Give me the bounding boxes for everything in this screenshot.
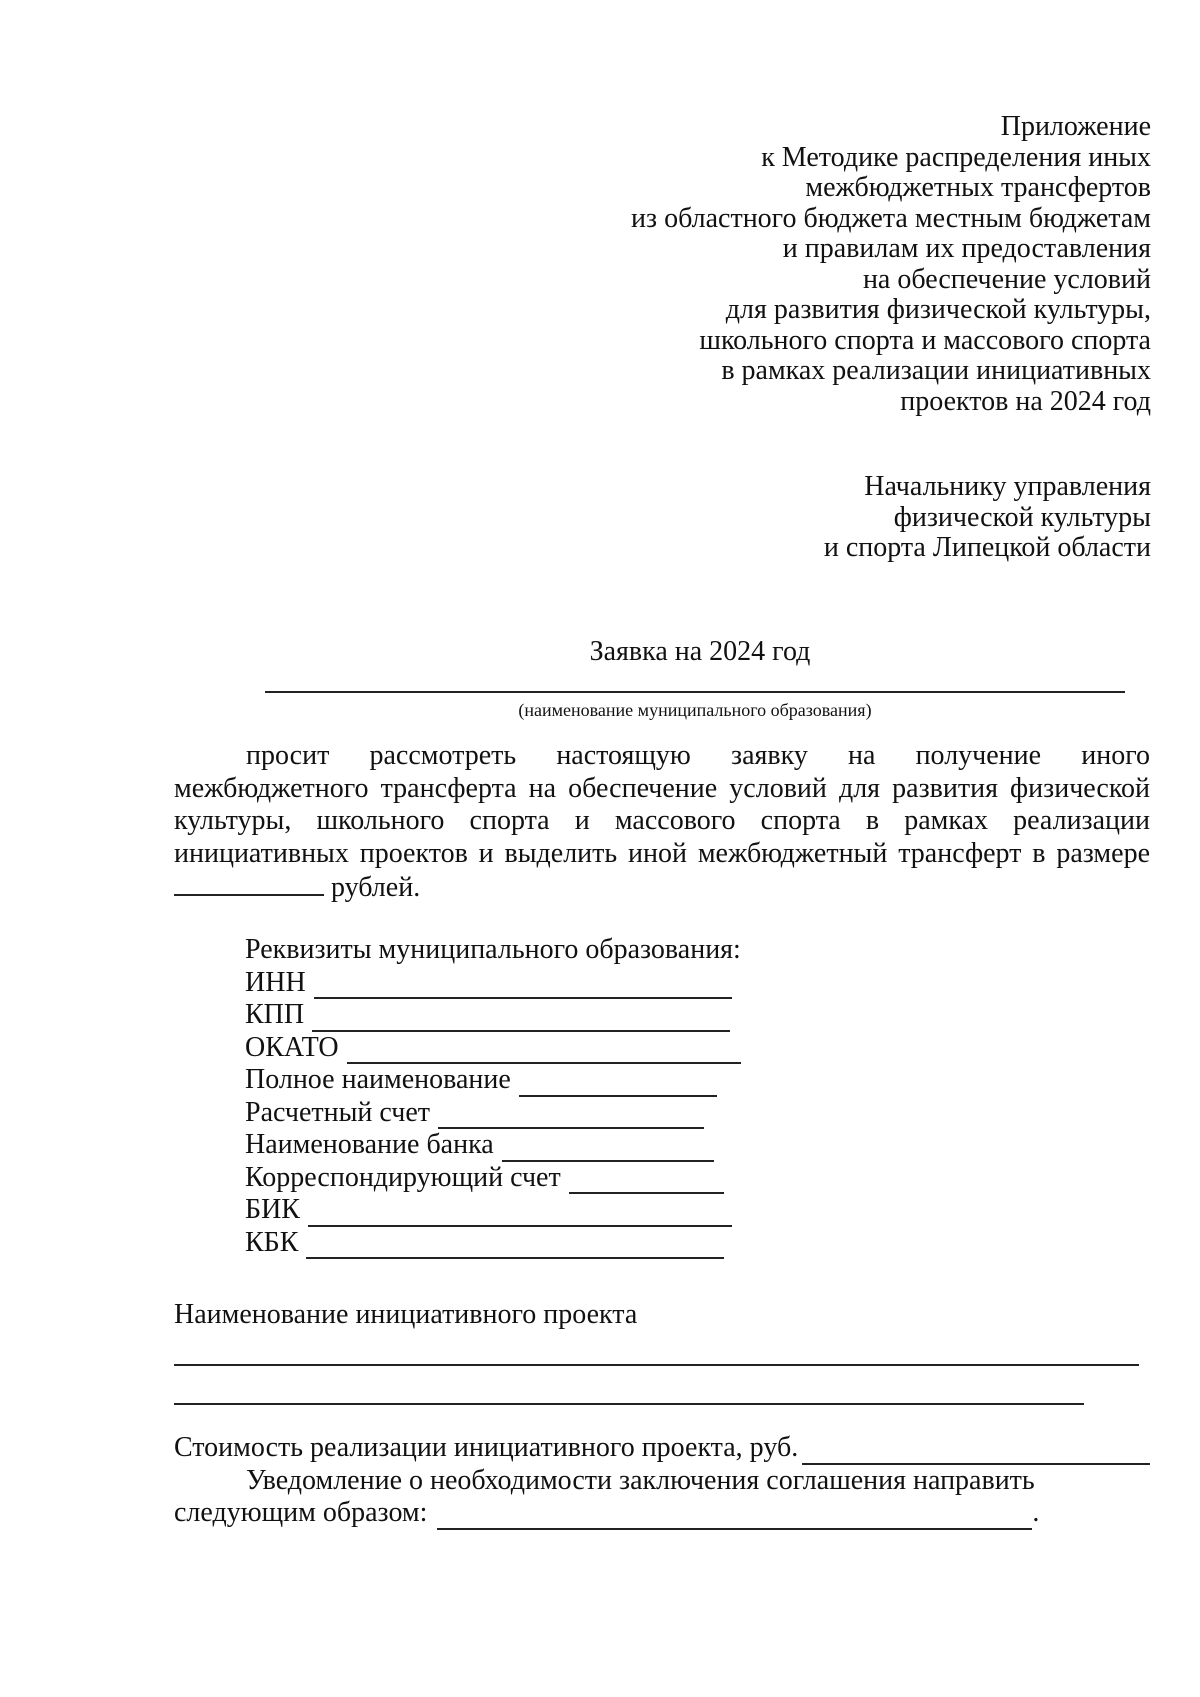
requisite-label: Расчетный счет <box>245 1096 431 1128</box>
requisite-row-corr-account <box>245 1162 741 1195</box>
appendix-line: межбюджетных трансфертов <box>805 172 1151 203</box>
requisite-row-bank <box>245 1129 741 1162</box>
bank-name-field[interactable] <box>502 1138 714 1162</box>
corr-account-field[interactable] <box>569 1170 724 1194</box>
document-title: Заявка на 2024 год <box>589 636 811 667</box>
requisite-label: КПП <box>245 999 305 1030</box>
requisites-heading: Реквизиты муниципального образования: <box>245 934 741 965</box>
appendix-line: к Методике распределения иных <box>761 141 1151 173</box>
appendix-line: из областного бюджета местным бюджетам <box>631 202 1151 234</box>
kbk-field[interactable] <box>306 1235 724 1259</box>
requisite-row-inn <box>245 967 741 1000</box>
requisite-label: Наименование банка <box>245 1129 494 1160</box>
bik-field[interactable] <box>308 1203 732 1227</box>
requisite-label: Корреспондирующий счет <box>245 1161 561 1193</box>
requisite-label: БИК <box>245 1194 300 1225</box>
cost-label: Стоимость реализации инициативного проекта, руб. <box>174 1432 799 1463</box>
notice-text: Уведомление о необходимости заключения соглашения направить <box>246 1465 1035 1496</box>
appendix-line: Приложение <box>1000 111 1151 142</box>
notice-method-row <box>174 1497 1039 1530</box>
requisite-label: Полное наименование <box>245 1064 511 1095</box>
appendix-line: на обеспечение условий <box>862 263 1151 295</box>
municipality-name-field[interactable] <box>265 691 1125 693</box>
addressee-line: Начальнику управления <box>864 471 1151 502</box>
addressee-line: и спорта Липецкой области <box>823 532 1151 563</box>
requisite-label: ИНН <box>245 966 306 998</box>
requisite-row-bik <box>245 1194 741 1227</box>
addressee-line: физической культуры <box>893 501 1151 533</box>
appendix-line: для развития физической культуры, <box>725 294 1151 325</box>
appendix-line: в рамках реализации инициативных <box>721 355 1151 386</box>
requisite-label: ОКАТО <box>245 1031 339 1063</box>
kpp-field[interactable] <box>312 1008 730 1032</box>
project-name-field-line-2[interactable] <box>174 1403 1084 1405</box>
requisite-row-kpp <box>245 999 741 1032</box>
municipality-caption: (наименование муниципального образования) <box>518 700 872 720</box>
addressee-block <box>531 472 1151 564</box>
requisite-row-okato <box>245 1032 741 1065</box>
notice-end: . <box>1032 1497 1040 1528</box>
inn-field[interactable] <box>314 975 732 999</box>
cost-field[interactable] <box>802 1441 1150 1465</box>
full-name-field[interactable] <box>519 1073 717 1097</box>
requisite-label: КБК <box>245 1226 299 1258</box>
request-text: просит рассмотреть настоящую заявку на получение иного межбюджетного трансферта на обеспечение условий для развития физической культуры, школьного спорта и массового спорта в рамках реализации инициативных проектов и выделить иной межбюджетный трансферт в размере <box>174 740 1150 869</box>
project-name-label: Наименование инициативного проекта <box>174 1299 638 1330</box>
amount-field[interactable] <box>174 870 324 896</box>
appendix-line: школьного спорта и массового спорта <box>699 324 1151 356</box>
requisite-row-account <box>245 1097 741 1130</box>
requisite-row-kbk <box>245 1227 741 1260</box>
appendix-line: проектов на 2024 год <box>900 385 1151 417</box>
requisites-block <box>245 934 741 1259</box>
account-field[interactable] <box>438 1105 704 1129</box>
amount-suffix: рублей. <box>331 872 421 903</box>
appendix-header <box>531 112 1151 417</box>
project-name-field-line-1[interactable] <box>174 1364 1139 1366</box>
notice-method-field[interactable] <box>437 1506 1032 1530</box>
requisite-row-full-name <box>245 1064 741 1097</box>
notice-paragraph <box>174 1465 1150 1498</box>
request-paragraph <box>174 740 1150 905</box>
appendix-line: и правилам их предоставления <box>782 233 1151 264</box>
cost-row <box>174 1432 1150 1465</box>
okato-field[interactable] <box>347 1040 741 1064</box>
notice-method-label: следующим образом: <box>174 1497 428 1528</box>
